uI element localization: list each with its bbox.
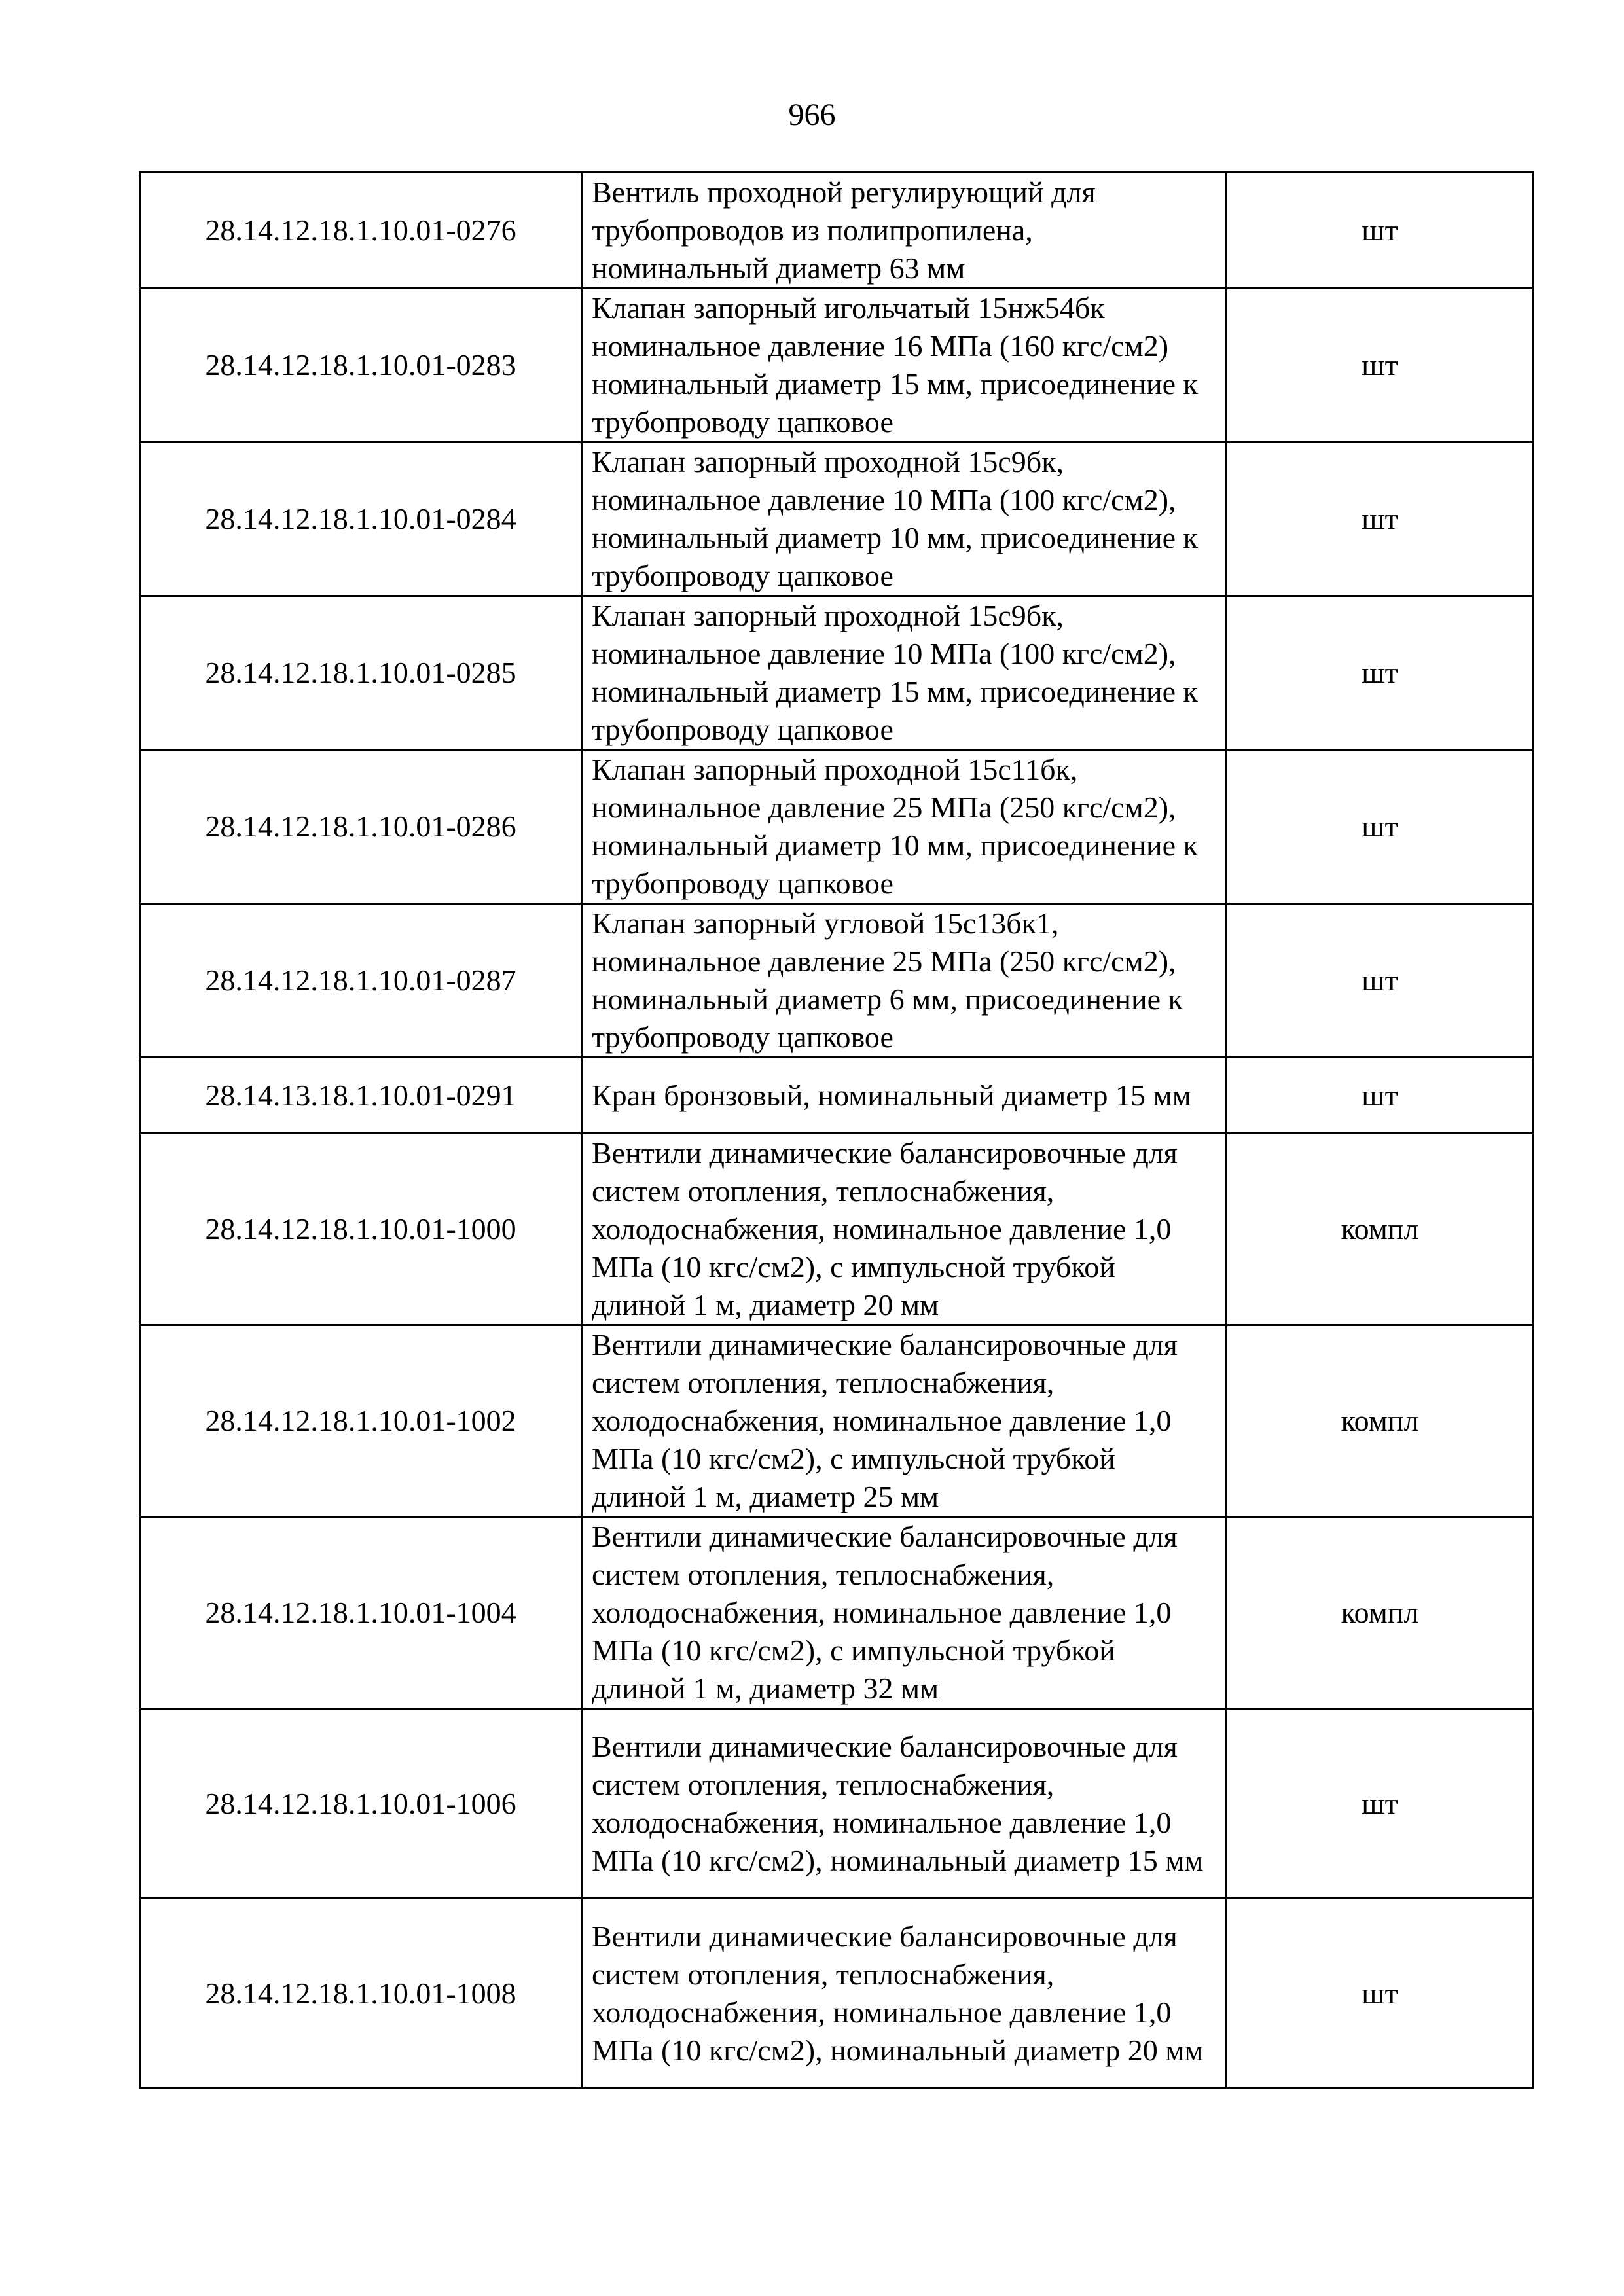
code-cell: 28.14.12.18.1.10.01-1008 xyxy=(140,1899,582,2089)
code-cell: 28.14.12.18.1.10.01-0287 xyxy=(140,904,582,1058)
name-cell: Клапан запорный проходной 15с9бк, номинальное давление 10 МПа (100 кгс/см2), номинальный диаметр 15 мм, присоединение к трубопроводу цапковое xyxy=(582,596,1227,750)
code-cell: 28.14.12.18.1.10.01-1004 xyxy=(140,1517,582,1709)
unit-cell: шт xyxy=(1227,596,1534,750)
code-cell: 28.14.12.18.1.10.01-0283 xyxy=(140,289,582,442)
unit-cell: компл xyxy=(1227,1325,1534,1517)
table-row xyxy=(140,750,1534,904)
code-cell: 28.14.12.18.1.10.01-1002 xyxy=(140,1325,582,1517)
unit-cell: шт xyxy=(1227,904,1534,1058)
table-row xyxy=(140,1709,1534,1899)
name-cell: Вентили динамические балансировочные для систем отопления, теплоснабжения, холодоснабжения, номинальное давление 1,0 МПа (10 кгс/см2), номинальный диаметр 15 мм xyxy=(582,1709,1227,1899)
unit-cell: шт xyxy=(1227,1709,1534,1899)
name-cell: Клапан запорный угловой 15с13бк1, номинальное давление 25 МПа (250 кгс/см2), номинальный диаметр 6 мм, присоединение к трубопроводу цапковое xyxy=(582,904,1227,1058)
table-row xyxy=(140,596,1534,750)
unit-cell: шт xyxy=(1227,289,1534,442)
unit-cell: шт xyxy=(1227,1058,1534,1134)
name-cell: Кран бронзовый, номинальный диаметр 15 мм xyxy=(582,1058,1227,1134)
table-row xyxy=(140,442,1534,596)
name-cell: Клапан запорный игольчатый 15нж54бк номинальное давление 16 МПа (160 кгс/см2) номинальный диаметр 15 мм, присоединение к трубопроводу цапковое xyxy=(582,289,1227,442)
table-row xyxy=(140,1899,1534,2089)
unit-cell: компл xyxy=(1227,1134,1534,1325)
name-cell: Вентили динамические балансировочные для систем отопления, теплоснабжения, холодоснабжения, номинальное давление 1,0 МПа (10 кгс/см2), номинальный диаметр 20 мм xyxy=(582,1899,1227,2089)
unit-cell: шт xyxy=(1227,442,1534,596)
name-cell: Вентиль проходной регулирующий для трубопроводов из полипропилена, номинальный диаметр 63 мм xyxy=(582,173,1227,289)
name-cell: Клапан запорный проходной 15с9бк, номинальное давление 10 МПа (100 кгс/см2), номинальный диаметр 10 мм, присоединение к трубопроводу цапковое xyxy=(582,442,1227,596)
table-row xyxy=(140,1058,1534,1134)
table-row xyxy=(140,1517,1534,1709)
table-row xyxy=(140,904,1534,1058)
code-cell: 28.14.12.18.1.10.01-0285 xyxy=(140,596,582,750)
code-cell: 28.14.12.18.1.10.01-1006 xyxy=(140,1709,582,1899)
table-row xyxy=(140,1325,1534,1517)
table-row xyxy=(140,173,1534,289)
unit-cell: шт xyxy=(1227,1899,1534,2089)
code-cell: 28.14.13.18.1.10.01-0291 xyxy=(140,1058,582,1134)
code-cell: 28.14.12.18.1.10.01-0284 xyxy=(140,442,582,596)
unit-cell: шт xyxy=(1227,173,1534,289)
name-cell: Вентили динамические балансировочные для систем отопления, теплоснабжения, холодоснабжения, номинальное давление 1,0 МПа (10 кгс/см2), с импульсной трубкой длиной 1 м, диаметр 25 мм xyxy=(582,1325,1227,1517)
materials-table xyxy=(139,171,1534,2089)
name-cell: Вентили динамические балансировочные для систем отопления, теплоснабжения, холодоснабжения, номинальное давление 1,0 МПа (10 кгс/см2), с импульсной трубкой длиной 1 м, диаметр 20 мм xyxy=(582,1134,1227,1325)
name-cell: Клапан запорный проходной 15с11бк, номинальное давление 25 МПа (250 кгс/см2), номинальный диаметр 10 мм, присоединение к трубопроводу цапковое xyxy=(582,750,1227,904)
unit-cell: компл xyxy=(1227,1517,1534,1709)
name-cell: Вентили динамические балансировочные для систем отопления, теплоснабжения, холодоснабжения, номинальное давление 1,0 МПа (10 кгс/см2), с импульсной трубкой длиной 1 м, диаметр 32 мм xyxy=(582,1517,1227,1709)
unit-cell: шт xyxy=(1227,750,1534,904)
code-cell: 28.14.12.18.1.10.01-0286 xyxy=(140,750,582,904)
page-number: 966 xyxy=(788,98,836,132)
table-row xyxy=(140,289,1534,442)
table-row xyxy=(140,1134,1534,1325)
code-cell: 28.14.12.18.1.10.01-0276 xyxy=(140,173,582,289)
table-body xyxy=(140,173,1534,2089)
code-cell: 28.14.12.18.1.10.01-1000 xyxy=(140,1134,582,1325)
